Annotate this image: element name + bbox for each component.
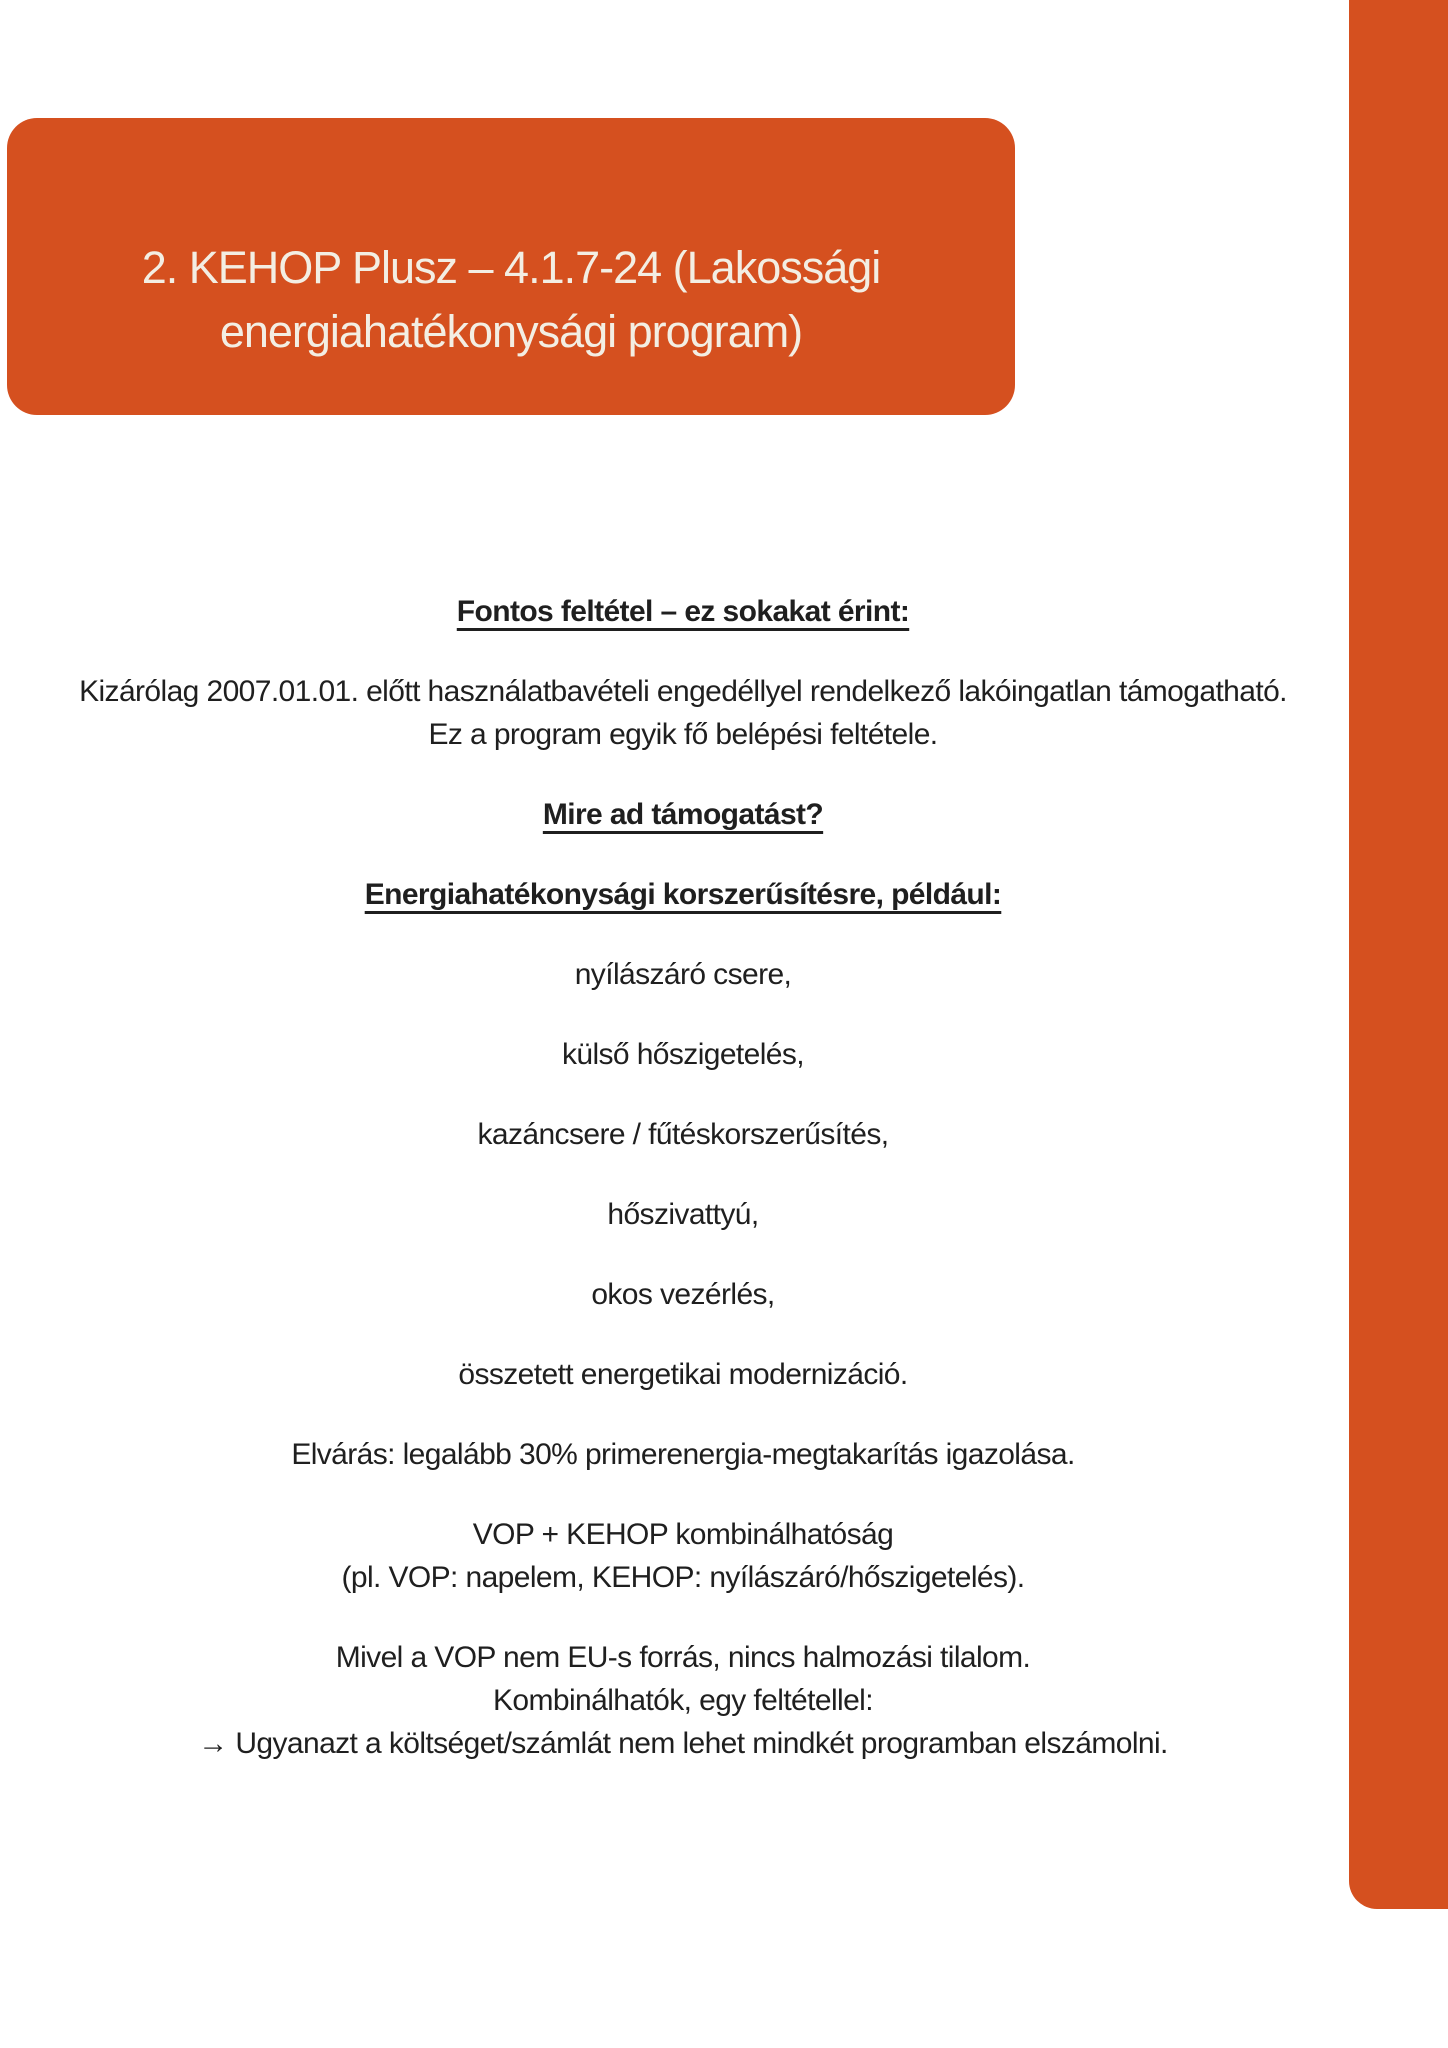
paragraph-note-line1: Mivel a VOP nem EU-s forrás, nincs halmozási tilalom. — [335, 1641, 1031, 1674]
header-banner — [7, 118, 1015, 415]
paragraph-combination-line1: VOP + KEHOP kombinálhatóság — [472, 1518, 894, 1551]
list-item-external-insulation: külső hőszigetelés, — [561, 1038, 805, 1071]
paragraph-requirement: Elvárás: legalább 30% primerenergia-megtakarítás igazolása. — [291, 1438, 1075, 1471]
list-item-boiler-replacement: kazáncsere / fűtéskorszerűsítés, — [477, 1118, 889, 1151]
list-item-heat-pump: hőszivattyú, — [607, 1198, 759, 1231]
list-item-smart-control: okos vezérlés, — [591, 1278, 775, 1311]
paragraph-combination-line2: (pl. VOP: napelem, KEHOP: nyílászáró/hőszigetelés). — [341, 1561, 1025, 1594]
paragraph-note-line3: → Ugyanazt a költséget/számlát nem lehet mindkét programban elszámolni. — [198, 1727, 1168, 1760]
page-title-line1: 2. KEHOP Plusz – 4.1.7-24 (Lakossági — [141, 242, 881, 293]
paragraph-eligibility-line1: Kizárólag 2007.01.01. előtt használatbavételi engedéllyel rendelkező lakóingatlan támogatható. — [79, 675, 1287, 708]
page-title-line2: energiahatékonysági program) — [219, 306, 803, 357]
heading-energy-modernization: Energiahatékonysági korszerűsítésre, például: — [364, 878, 1002, 911]
content-column — [0, 590, 1366, 1802]
paragraph-combination — [0, 1513, 1366, 1599]
heading-what-is-supported: Mire ad támogatást? — [542, 798, 824, 831]
page-title — [7, 236, 1015, 364]
paragraph-note — [0, 1636, 1366, 1765]
list-item-complex-modernization: összetett energetikai modernizáció. — [458, 1358, 908, 1391]
paragraph-eligibility — [0, 670, 1366, 756]
paragraph-eligibility-line2: Ez a program egyik fő belépési feltétele. — [428, 718, 938, 751]
paragraph-note-line2: Kombinálhatók, egy feltétellel: — [493, 1684, 873, 1717]
list-item-window-replacement: nyílászáró csere, — [574, 958, 792, 991]
heading-important-condition: Fontos feltétel – ez sokakat érint: — [456, 595, 910, 628]
